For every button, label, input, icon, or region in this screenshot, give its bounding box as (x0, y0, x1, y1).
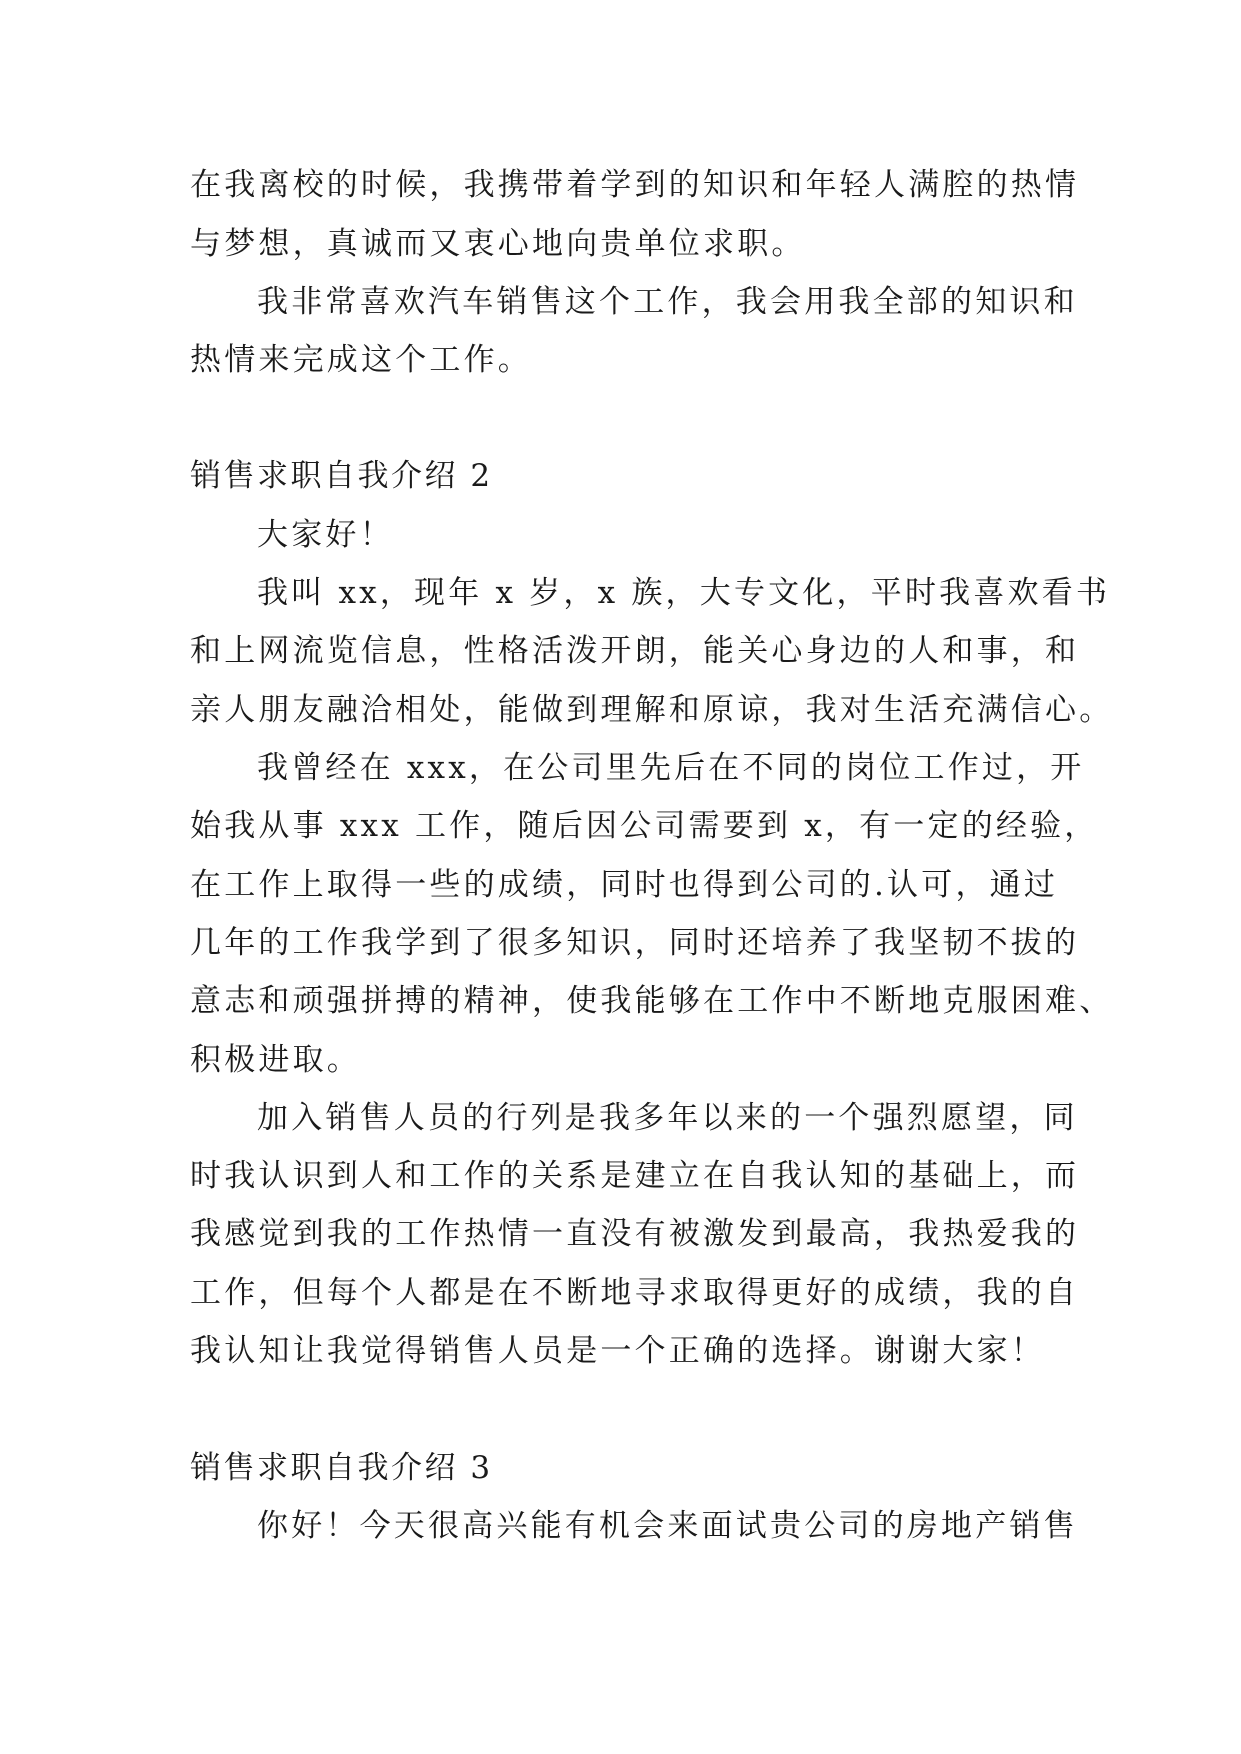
section-heading: 销售求职自我介绍 3 (190, 1450, 493, 1486)
paragraph-line: 工作，但每个人都是在不断地寻求取得更好的成绩，我的自 (190, 1275, 1080, 1311)
paragraph-line: 我曾经在 xxx，在公司里先后在不同的岗位工作过，开 (257, 750, 1085, 786)
paragraph-line: 时我认识到人和工作的关系是建立在自我认知的基础上，而 (190, 1158, 1080, 1194)
paragraph-line: 与梦想，真诚而又衷心地向贵单位求职。 (190, 226, 806, 262)
paragraph-line: 意志和顽强拼搏的精神，使我能够在工作中不断地克服困难、 (190, 983, 1114, 1019)
paragraph-line: 几年的工作我学到了很多知识，同时还培养了我坚韧不拔的 (190, 925, 1080, 961)
paragraph-line: 我叫 xx，现年 x 岁，x 族，大专文化，平时我喜欢看书 (257, 575, 1111, 611)
paragraph-line: 在工作上取得一些的成绩，同时也得到公司的.认可，通过 (190, 867, 1059, 903)
paragraph-line: 和上网流览信息，性格活泼开朗，能关心身边的人和事，和 (190, 633, 1080, 669)
section-heading: 销售求职自我介绍 2 (190, 458, 493, 494)
paragraph-line: 始我从事 xxx 工作，随后因公司需要到 x，有一定的经验， (190, 808, 1099, 844)
paragraph-line: 我认知让我觉得销售人员是一个正确的选择。谢谢大家！ (190, 1333, 1045, 1369)
paragraph-line: 积极进取。 (190, 1042, 361, 1078)
paragraph-line: 热情来完成这个工作。 (190, 342, 532, 378)
paragraph-line: 亲人朋友融洽相处，能做到理解和原谅，我对生活充满信心。 (190, 692, 1114, 728)
paragraph-line: 我感觉到我的工作热情一直没有被激发到最高，我热爱我的 (190, 1216, 1080, 1252)
paragraph-line: 加入销售人员的行列是我多年以来的一个强烈愿望，同 (257, 1100, 1078, 1136)
paragraph-line: 在我离校的时候，我携带着学到的知识和年轻人满腔的热情 (190, 167, 1080, 203)
paragraph-line: 我非常喜欢汽车销售这个工作，我会用我全部的知识和 (257, 284, 1078, 320)
greeting-line: 大家好！ (257, 517, 394, 553)
paragraph-line: 你好！今天很高兴能有机会来面试贵公司的房地产销售 (257, 1508, 1078, 1544)
